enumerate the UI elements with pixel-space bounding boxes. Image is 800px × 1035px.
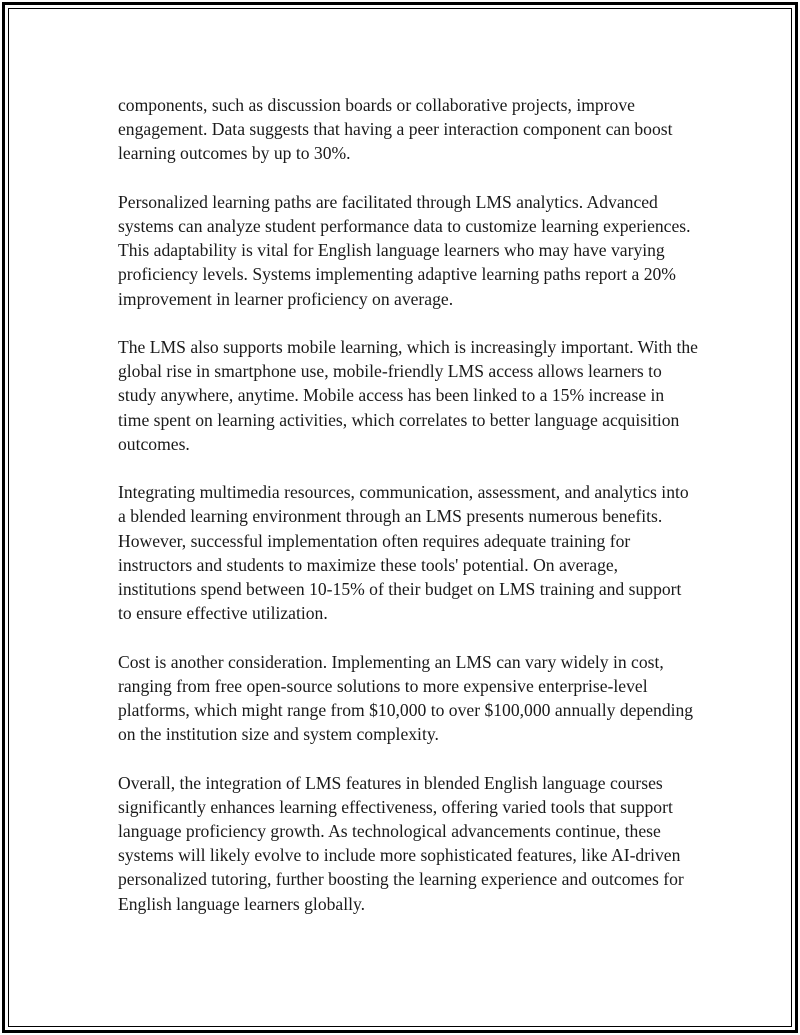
paragraph-integration-training: Integrating multimedia resources, communication, assessment, and analytics into a blended learning environment through an LMS presents numerous benefits. However, successful implementation often requires adequate training for instructors and students to maximize these tools' potential. On average, institutions spend between 10-15% of their budget on LMS training and support to ensure effective utilization. — [118, 482, 689, 624]
paragraph-cost: Cost is another consideration. Implementing an LMS can vary widely in cost, ranging from free open-source solutions to more expensive enterprise-level platforms, which might range from $10,000 to over $100,000 annually depending on the institution size and system complexity. — [118, 651, 694, 745]
document-body — [118, 93, 698, 916]
paragraph-mobile-learning: The LMS also supports mobile learning, which is increasingly important. With the global rise in smartphone use, mobile-friendly LMS access allows learners to study anywhere, anytime. Mobile access has been linked to a 15% increase in time spent on learning activities, which correlates to better language acquisition outcomes. — [118, 337, 698, 454]
paragraph-personalized-learning: Personalized learning paths are facilitated through LMS analytics. Advanced systems can analyze student performance data to customize learning experiences. This adaptability is vital for English language learners who may have varying proficiency levels. Systems implementing adaptive learning paths report a 20% improvement in learner proficiency on average. — [118, 191, 691, 309]
paragraph-peer-interaction: components, such as discussion boards or collaborative projects, improve engagement. Data suggests that having a peer interaction component can boost learning outcomes by up to 30%. — [118, 95, 673, 164]
paragraph-conclusion: Overall, the integration of LMS features in blended English language courses significantly enhances learning effectiveness, offering varied tools that support language proficiency growth. As technological advancements continue, these systems will likely evolve to include more sophisticated features, like AI-driven personalized tutoring, further boosting the learning experience and outcomes for English language learners globally. — [118, 772, 684, 914]
